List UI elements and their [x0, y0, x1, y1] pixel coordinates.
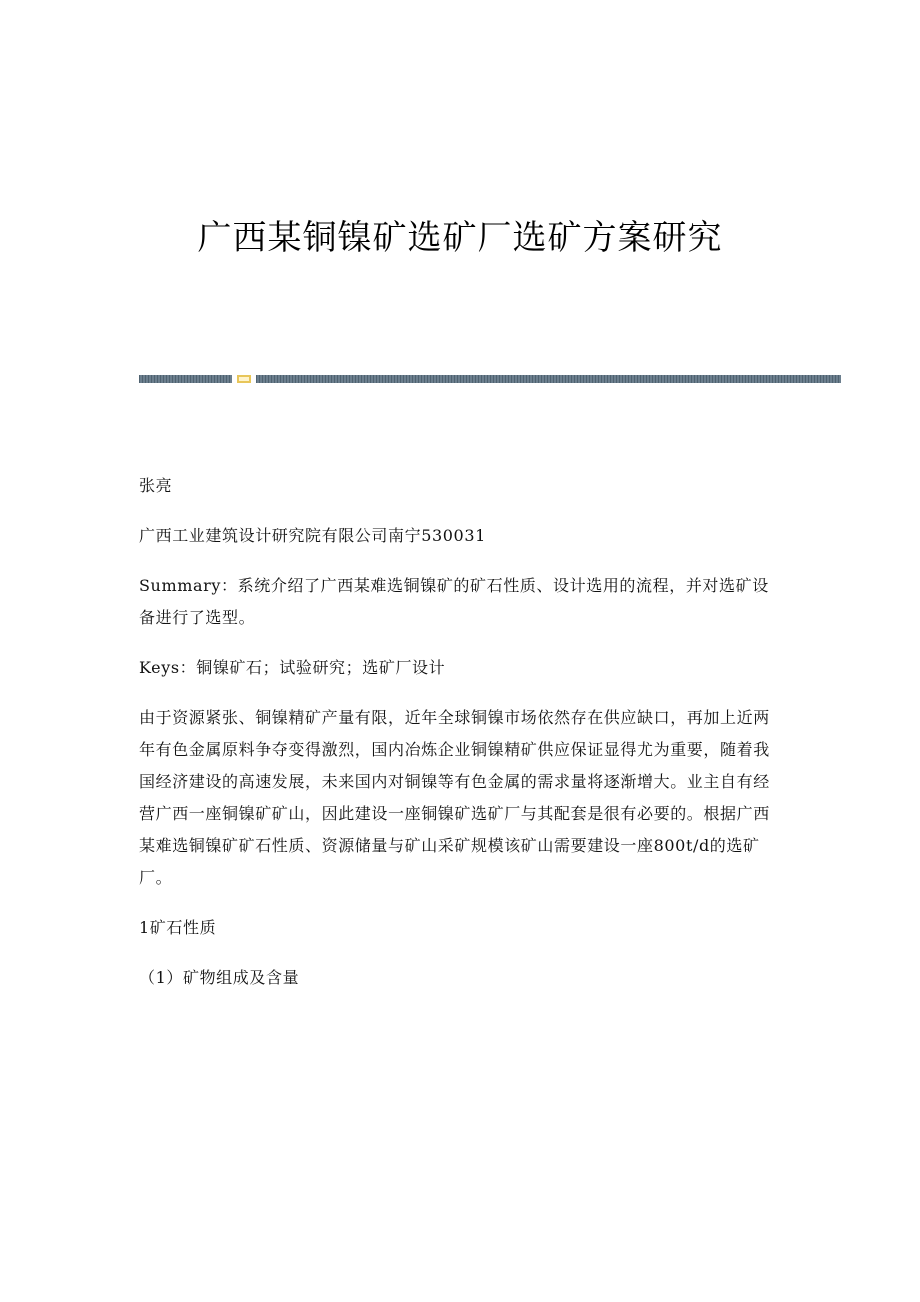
document-body [139, 470, 779, 1012]
body-paragraph: 由于资源紧张、铜镍精矿产量有限，近年全球铜镍市场依然存在供应缺口，再加上近两年有色金属原料争夺变得激烈，国内冶炼企业铜镍精矿供应保证显得尤为重要，随着我国经济建设的高速发展，未来国内对铜镍等有色金属的需求量将逐渐增大。业主自有经营广西一座铜镍矿矿山，因此建设一座铜镍矿选矿厂与其配套是很有必要的。根据广西某难选铜镍矿矿石性质、资源储量与矿山采矿规模该矿山需要建设一座800t/d的选矿厂。 [139, 708, 770, 887]
decorative-divider [139, 375, 841, 383]
summary-paragraph: Summary：系统介绍了广西某难选铜镍矿的矿石性质、设计选用的流程，并对选矿设备进行了选型。 [139, 576, 769, 627]
divider-left-bar [139, 375, 232, 383]
divider-right-bar [256, 375, 841, 383]
section-heading: 1矿石性质 [139, 918, 217, 937]
author-name: 张亮 [139, 476, 173, 495]
keywords-paragraph: Keys：铜镍矿石；试验研究；选矿厂设计 [139, 658, 446, 677]
subsection-heading: （1）矿物组成及含量 [139, 968, 300, 987]
document-title: 广西某铜镍矿选矿厂选矿方案研究 [197, 218, 723, 258]
author-affiliation: 广西工业建筑设计研究院有限公司南宁530031 [139, 526, 486, 545]
